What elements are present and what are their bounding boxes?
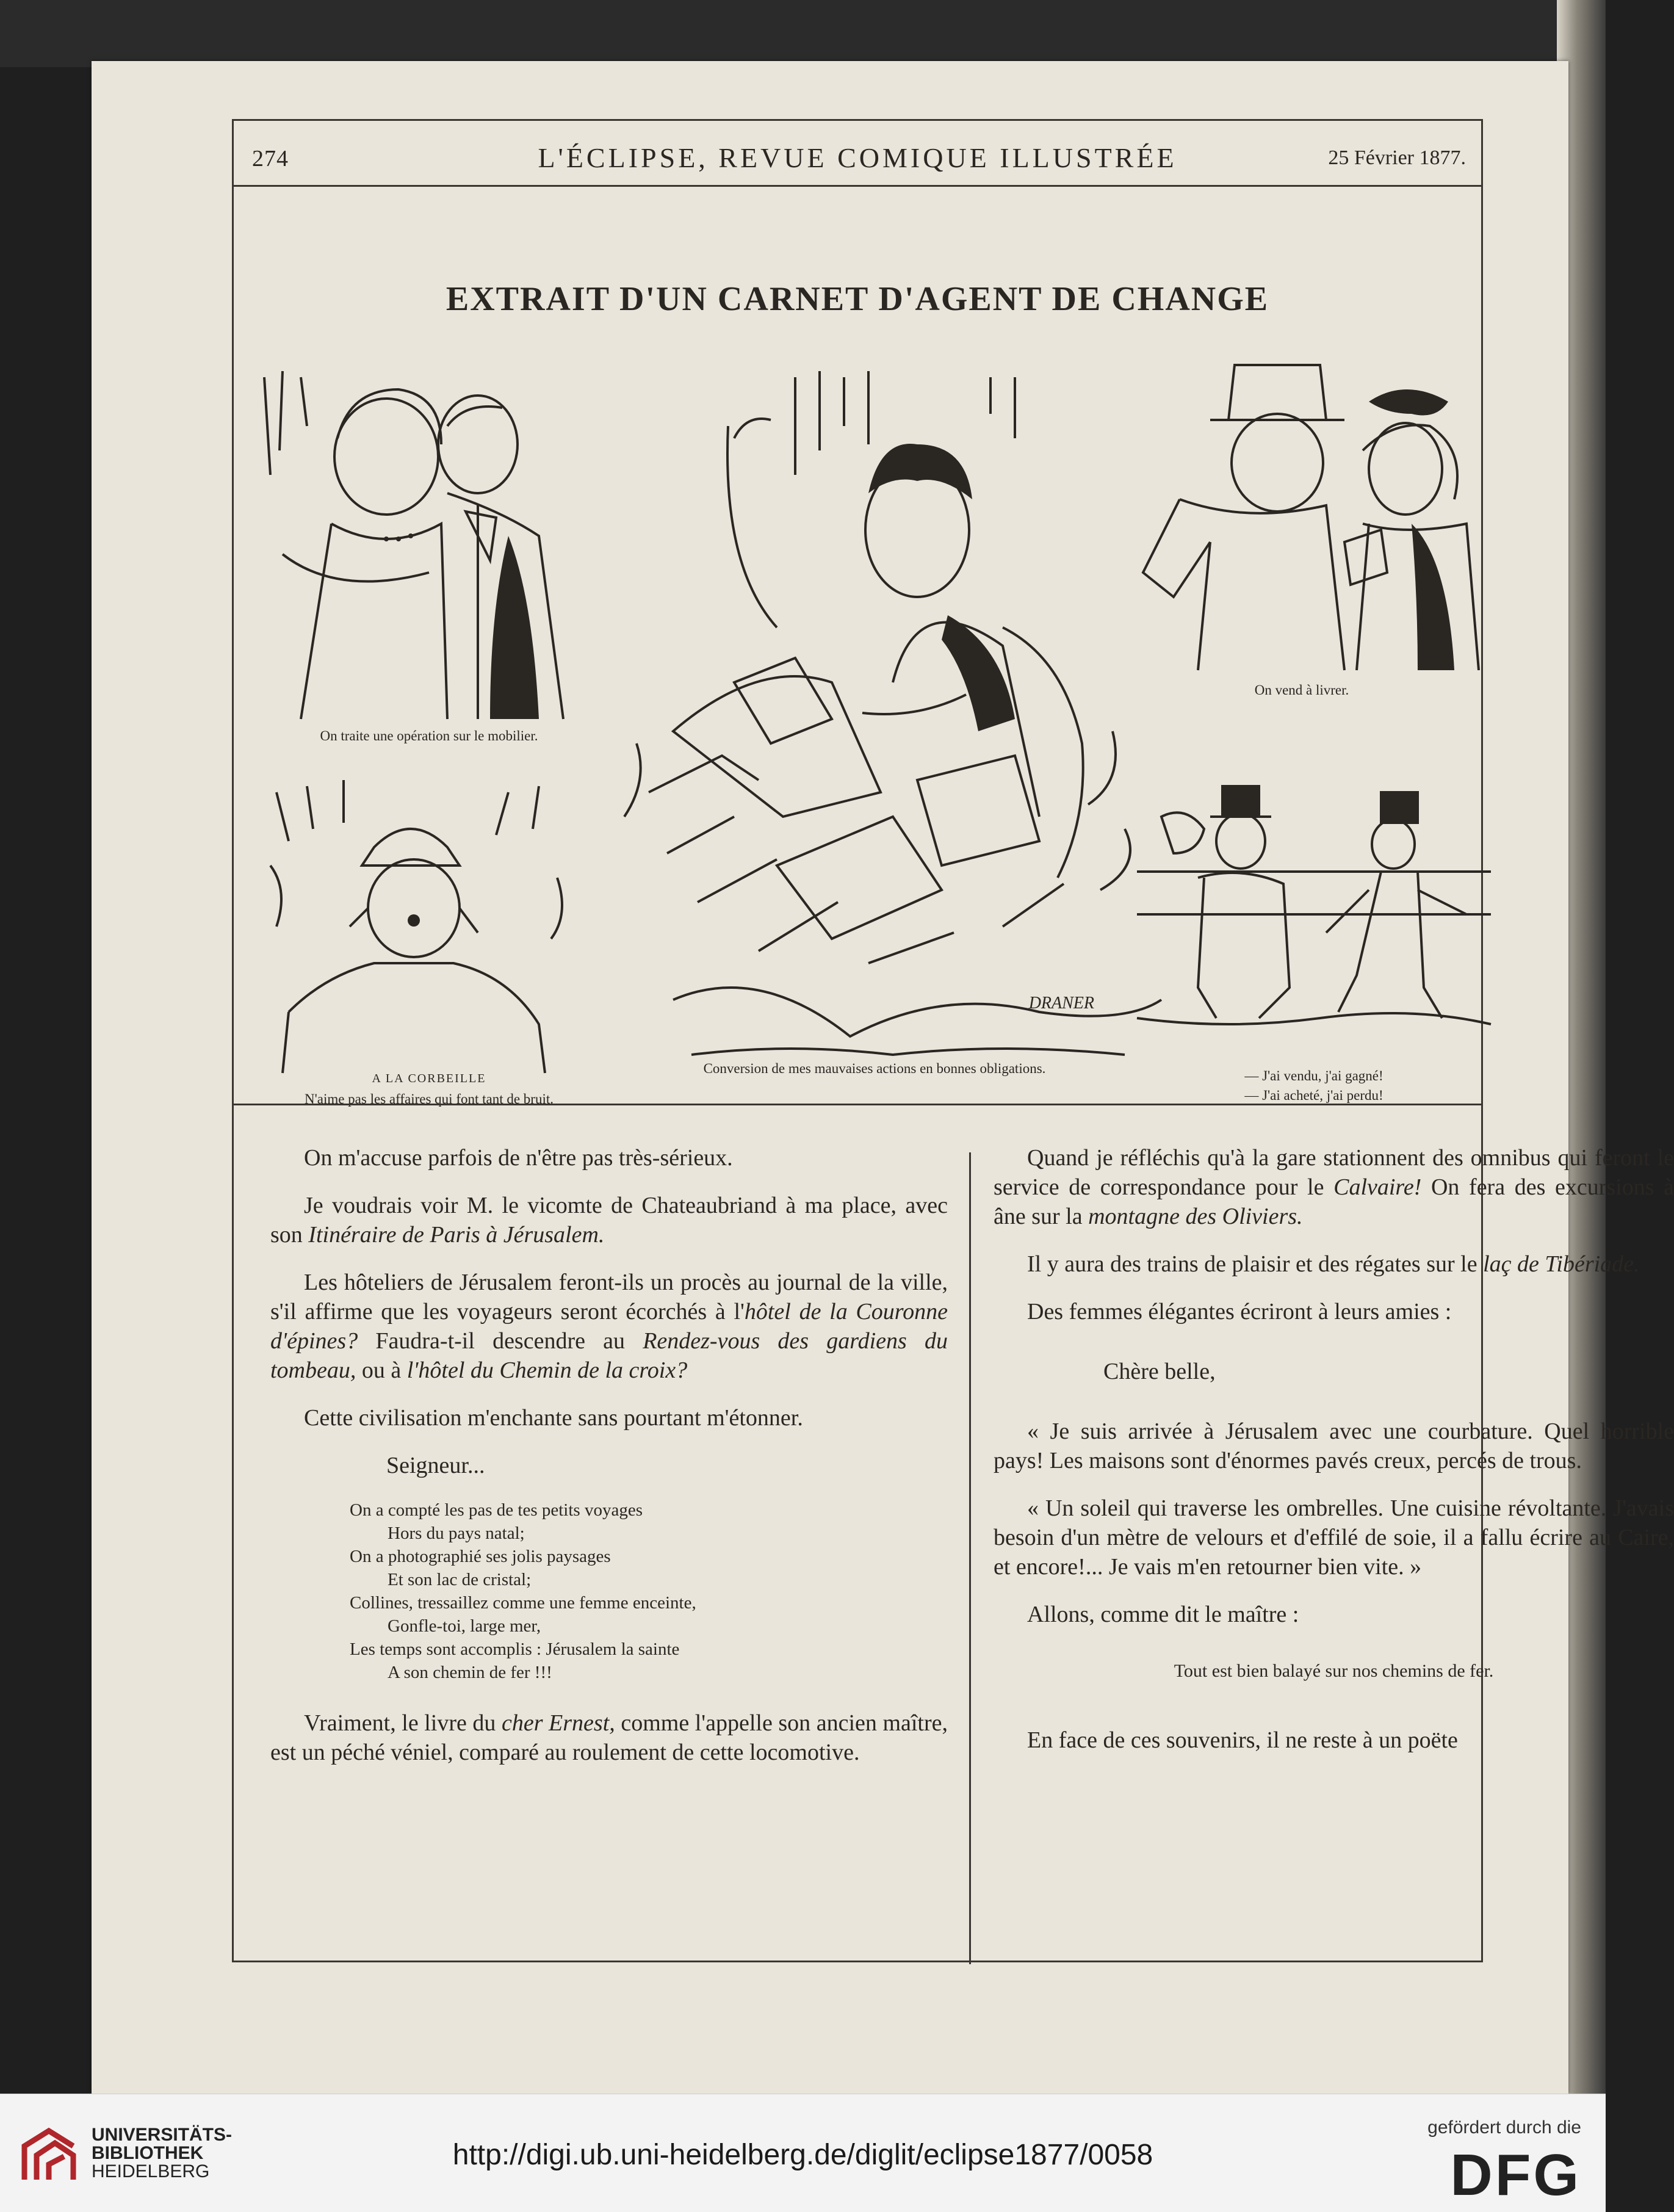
left-column xyxy=(270,1143,948,1785)
page-frame xyxy=(232,119,1674,1962)
illustration-couple xyxy=(246,353,612,719)
illustration-gained-lost xyxy=(1137,731,1491,1036)
page-header xyxy=(234,133,1481,182)
dfg-logo: DFG xyxy=(1450,2142,1581,2208)
paragraph: Quand je réfléchis qu'à la gare stationnent des omnibus qui feront le service de correspondance pour le Calvaire! On fera des excursions à âne sur la montagne des Oliviers. xyxy=(994,1145,1674,1229)
verse-line: Et son lac de cristal; xyxy=(388,1570,532,1589)
illustration-corbeille xyxy=(252,768,594,1073)
sell-forward-drawing xyxy=(1125,341,1479,670)
caption-bottom-left: N'aime pas les affaires qui font tant de bruit. xyxy=(304,1091,554,1107)
paragraph: Les hôteliers de Jérusalem feront-ils un procès au journal de la ville, s'il affirme que les voyageurs seront écorchés à l'hôtel de la Couronne d'épines? Faudra-t-il descendre au Rendez-vous des gardiens du tombeau, ou à l'hôtel du Chemin de la croix? xyxy=(270,1270,948,1383)
header-rule xyxy=(234,185,1481,187)
caption-top-right: On vend à livrer. xyxy=(1254,682,1349,698)
woman-papers-drawing xyxy=(575,353,1186,1085)
column-rule xyxy=(969,1152,971,1964)
scanner-background xyxy=(0,0,1606,67)
institution-line: BIBLIOTHEK xyxy=(92,2143,204,2163)
feature-title: EXTRAIT D'UN CARNET D'AGENT DE CHANGE xyxy=(446,280,1269,318)
institution-line: HEIDELBERG xyxy=(92,2161,210,2181)
caption-center: Conversion de mes mauvaises actions en bonnes obligations. xyxy=(703,1061,1046,1076)
funding-label: gefördert durch die xyxy=(1427,2117,1581,2138)
illustration-sell-forward xyxy=(1125,341,1479,670)
quote-line: Tout est bien balayé sur nos chemins de fer. xyxy=(1174,1661,1494,1681)
verse-line: Hors du pays natal; xyxy=(388,1523,525,1543)
paragraph: « Je suis arrivée à Jérusalem avec une courbature. Quel horrible pays! Les maisons sont d'énormes pavés creux, percés de trous. xyxy=(994,1419,1674,1473)
verse-line: A son chemin de fer !!! xyxy=(388,1663,552,1682)
masthead: L'ÉCLIPSE, REVUE COMIQUE ILLUSTRÉE xyxy=(538,142,1177,173)
verse-line: Gonfle-toi, large mer, xyxy=(388,1616,541,1636)
poem xyxy=(270,1498,948,1684)
institution-line: UNIVERSITÄTS- xyxy=(92,2125,233,2145)
verse-line: Les temps sont accomplis : Jérusalem la sainte xyxy=(350,1639,680,1659)
paragraph: On m'accuse parfois de n'être pas très-sérieux. xyxy=(304,1145,733,1171)
issue-date: 25 Février 1877. xyxy=(1328,146,1466,169)
paragraph: « Un soleil qui traverse les ombrelles. Une cuisine révoltante. J'avais besoin d'un mètre de velours et d'effilé de soie, il a fallu écrire au Caire, et encore!... Je vais m'en retourner bien vite. » xyxy=(994,1495,1674,1580)
gained-lost-drawing xyxy=(1137,731,1491,1036)
paragraph: Des femmes élégantes écriront à leurs amies : xyxy=(1027,1299,1452,1325)
artist-signature: DRANER xyxy=(1028,994,1094,1013)
paragraph: Cette civilisation m'enchante sans pourtant m'étonner. xyxy=(304,1405,803,1431)
paragraph: Allons, comme dit le maître : xyxy=(1027,1602,1299,1627)
verse-line: On a compté les pas de tes petits voyages xyxy=(350,1500,643,1520)
verse-line: Collines, tressaillez comme une femme enceinte, xyxy=(350,1593,696,1613)
right-column xyxy=(994,1143,1674,1773)
paragraph: En face de ces souvenirs, il ne reste à un poëte xyxy=(1027,1727,1458,1753)
viewer-footer xyxy=(0,2094,1606,2212)
corbeille-drawing xyxy=(252,768,594,1073)
paragraph: Vraiment, le livre du cher Ernest, comme l'appelle son ancien maître, est un péché véniel, comparé au roulement de cette locomotive. xyxy=(270,1710,948,1765)
paragraph: Seigneur... xyxy=(386,1453,485,1478)
caption-bottom-left-heading: A LA CORBEILLE xyxy=(372,1072,486,1085)
permalink[interactable]: http://digi.ub.uni-heidelberg.de/diglit/eclipse1877/0058 xyxy=(452,2139,1153,2171)
couple-drawing xyxy=(246,353,612,719)
page-number: 274 xyxy=(252,146,289,172)
caption-bottom-right-2: — J'ai acheté, j'ai perdu! xyxy=(1244,1088,1384,1103)
illustration-woman-papers xyxy=(575,353,1186,1085)
caption-bottom-right-1: — J'ai vendu, j'ai gagné! xyxy=(1244,1068,1384,1083)
newspaper-page xyxy=(92,61,1674,2094)
verse-line: On a photographié ses jolis paysages xyxy=(350,1547,611,1566)
paragraph: Je voudrais voir M. le vicomte de Chateaubriand à ma place, avec son Itinéraire de Paris à Jérusalem. xyxy=(270,1193,948,1248)
caption-top-left: On traite une opération sur le mobilier. xyxy=(320,728,538,743)
illustration-rule xyxy=(234,1104,1481,1105)
paragraph: Il y aura des trains de plaisir et des régates sur le laç de Tibériade. xyxy=(1027,1251,1640,1277)
paragraph: Chère belle, xyxy=(1103,1359,1216,1384)
